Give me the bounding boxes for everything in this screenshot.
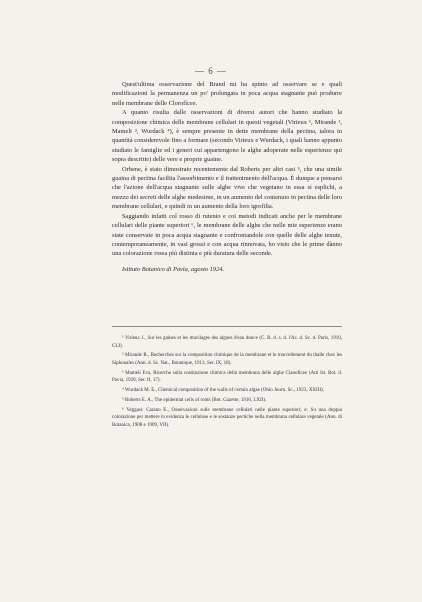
footnote: ¹ Virieux J., Sur les gaines et les mucilages des algues d'eau douce (C. R. d. s. d. l'Ac. d. Sc. d. Paris, 1910, CLI). [112,336,342,349]
page-number: — 6 — [195,66,227,76]
signature-line: Istituto Botanico di Pavia, agosto 1924. [122,265,225,273]
footnotes [112,335,342,432]
paragraph: A quanto risulta dalle osservazioni di diversi autori che hanno studiato la composizione chimica delle membrane cellulari in questi vegetali (Virieux ¹, Mirande ², Mameli ³, Wurdack ⁴), è sempre presente in dette membrane della pectina, talora in quantità considerevole fino a formare (secondo Virieux e Wurdack, i quali hanno appunto studiato le famiglie ed i generi cui appartengono le alghe adoperate nelle esperienze qui sopra descritte) delle vere e proprie guaine. [112,109,342,164]
footnote-divider [112,326,342,327]
body-text [112,80,342,274]
paragraph: Quest'ultima osservazione del Brand mi ha spinto ad osservare se e quali modificazioni la permanenza un po' prolungata in poca acqua stagnante può produrre nelle membrane delle Clorofícee. [112,81,342,107]
footnote: ² Mirande R., Recherches sur la composition chimique de la membrane et le morcellement du thalle chez les Siphonales (Ann. d. Sc. Nat., Botanique, 1913, Ser. IX, 18). [112,353,342,366]
footnote: ⁴ Wurdack M. E., Chemical composition of the walls of certain algae (Ohio Journ. Sc., 1923, XXIII). [122,388,324,394]
paragraph: Saggiando infatti col rosso di rutenio e coi metodi indicati anche per le membrane cellulari delle piante superiori ⁶, le membrane delle alghe che nelle mie esperienze erano state conservate in poca acqua stagnante e confrontandole con quelle delle alghe tenute, contemporaneamente, in vasi grossi e con acqua rinnovata, ho visto che le prime dànno una colorazione rossa più distinta e più duratura delle seconde. [112,212,342,258]
footnote: ⁵ Roberts E. A., The epidermal cells of roots (Bot. Gazette, 1916, LXII). [122,397,267,403]
footnote: ³ Mameli Eva, Ricerche sulla costituzione chimica della membrana delle alghe Cianoficee (Atti Ist. Bot. d. Pavia, 1920, Ser. II, 17). [112,370,342,384]
footnote: ⁶ Veggasi: Carano E., Osservazioni sulle membrane cellulari nelle piante superiori; e: Su una doppia colorazione per mettere in evidenza le cellulose e le sostanze pectiche nella membrana cellulare vegetale (Ann. di Botanica, 1908 e 1909, VII). [112,407,342,428]
paragraph: Orbene, è stato dimostrato recentemente dal Roberts per altri casi ⁵, che una simile guaina di pectina facilita l'assorbimento e il trattenimento dell'acqua. È dunque a pensarsi che l'azione dell'acqua stagnante sulle alghe vive che vegetano in essa si esplichi, a mezzo dei secreti delle alghe medesime, in un aumento del contenuto in pectina delle loro membrane cellulari, e quindi in un aumento della loro igrofilia. [112,165,342,211]
